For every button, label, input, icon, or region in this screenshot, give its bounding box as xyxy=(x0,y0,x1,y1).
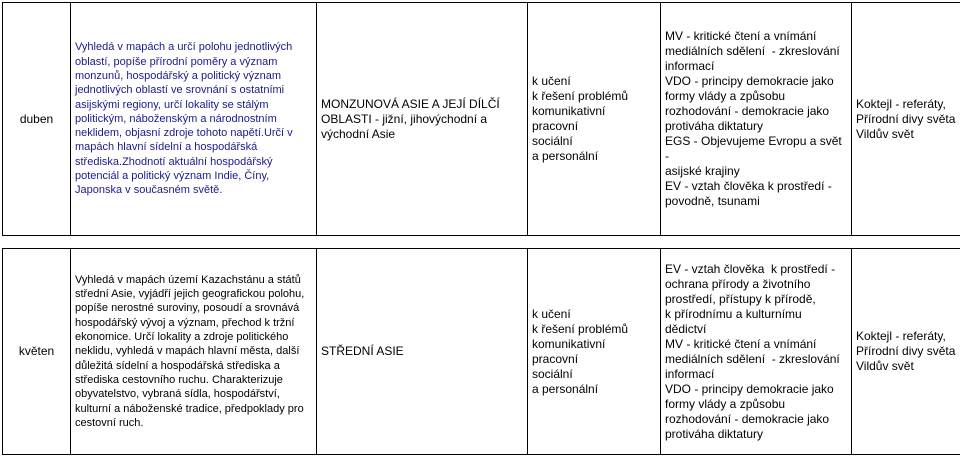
crosscutting-line: EV - vztah člověka k prostředí - xyxy=(665,179,832,193)
crosscutting-line: formy vlády a způsobu xyxy=(665,89,786,103)
crosscutting-line: formy vlády a způsobu xyxy=(665,396,786,411)
table-row xyxy=(3,249,960,455)
topic-cell: MONZUNOVÁ ASIE A JEJÍ DÍLČÍ OBLASTI - jižní, jihovýchodní a východní Asie xyxy=(317,3,528,236)
crosscutting-line: mediálních sdělení - zkreslování xyxy=(665,351,840,366)
curriculum-table xyxy=(2,2,960,455)
goals-cell xyxy=(71,3,317,236)
projects-cell: Koktejl - referáty, Přírodní divy světa Vildův svět xyxy=(852,249,960,455)
topic-cell: STŘEDNÍ ASIE xyxy=(317,249,528,455)
competence-item: komunikativní xyxy=(532,104,606,118)
crosscutting-line: mediálních sdělení - zkreslování xyxy=(665,44,840,58)
competence-item: pracovní xyxy=(532,119,579,133)
crosscutting-line: MV - kritické čtení a vnímání xyxy=(665,336,817,351)
goals-text: Vyhledá v mapách a určí polohu jednotlivých oblastí, popíše přírodní poměry a význam monzunů, hospodářský a politický význam jednotlivých oblastí ve srovnání s ostatními asijskými regiony, určí lokality se stálým politickým, náboženským a národnostním neklidem, objasní zdroje tohoto napětí.Určí v mapách hlavní sídelní a hospodářská střediska.Zhodnotí aktuální hospodářský potenciál a politický význam Indie, Číny, Japonska v současném světě. xyxy=(75,41,293,197)
competences-cell xyxy=(528,249,661,455)
projects-cell: Koktejl - referáty, Přírodní divy světa Vildův svět xyxy=(852,3,960,236)
crosscutting-line: VDO - principy demokracie jako xyxy=(665,74,834,88)
goals-cell xyxy=(71,249,317,455)
competence-item: k řešení problémů xyxy=(532,321,629,336)
crosscutting-line: prostředí, přístupy k přírodě, xyxy=(665,291,816,306)
crosscutting-line: asijské krajiny xyxy=(665,164,740,178)
competence-item: sociální xyxy=(532,134,573,148)
crosscutting-line: k přírodnímu a kulturnímu xyxy=(665,306,802,321)
competence-item: k řešení problémů xyxy=(532,89,629,103)
month-cell: květen xyxy=(3,249,71,455)
crosscutting-line: rozhodování - demokracie jako xyxy=(665,411,830,426)
competence-item: a personální xyxy=(532,381,599,396)
crosscutting-line: ochrana přírody a životního xyxy=(665,276,811,291)
row-spacer xyxy=(3,236,960,249)
crosscutting-line: MV - kritické čtení a vnímání xyxy=(665,29,817,43)
table-row xyxy=(3,3,960,236)
crosscutting-cell xyxy=(661,3,852,236)
competence-item: k učení xyxy=(532,74,571,88)
crosscutting-line: povodně, tsunami xyxy=(665,194,760,208)
competence-item: komunikativní xyxy=(532,336,606,351)
crosscutting-line: EGS - Objevujeme Evropu a svět - xyxy=(665,134,846,163)
competence-item: pracovní xyxy=(532,351,579,366)
competence-item: k učení xyxy=(532,306,571,321)
crosscutting-line: informací xyxy=(665,59,715,73)
crosscutting-line: VDO - principy demokracie jako xyxy=(665,381,834,396)
crosscutting-line: dědictví xyxy=(665,321,707,336)
crosscutting-line: informací xyxy=(665,366,715,381)
goals-text: Vyhledá v mapách území Kazachstánu a států střední Asie, vyjádří jejich geografickou polohu, popíše nerostné suroviny, posoudí a srovnává hospodářský vývoj a význam, přechod k tržní ekonomice. Určí lokality a zdroje politického neklidu, vyhledá v mapách hlavní města, další důležitá sídelní a hospodářská střediska a střediska cestovního ruchu. Charakterizuje obyvatelstvo, vybraná sídla, hospodářství, kulturní a náboženské tradice, předpoklady pro cestovní ruch. xyxy=(75,273,305,429)
crosscutting-cell xyxy=(661,249,852,455)
crosscutting-line: rozhodování - demokracie jako xyxy=(665,104,830,118)
competence-item: sociální xyxy=(532,366,573,381)
crosscutting-line: EV - vztah člověka k prostředí - xyxy=(665,261,836,276)
month-cell: duben xyxy=(3,3,71,236)
competences-cell xyxy=(528,3,661,236)
crosscutting-line: protiváha diktatury xyxy=(665,119,764,133)
crosscutting-line: protiváha diktatury xyxy=(665,426,764,441)
competence-item: a personální xyxy=(532,149,599,163)
